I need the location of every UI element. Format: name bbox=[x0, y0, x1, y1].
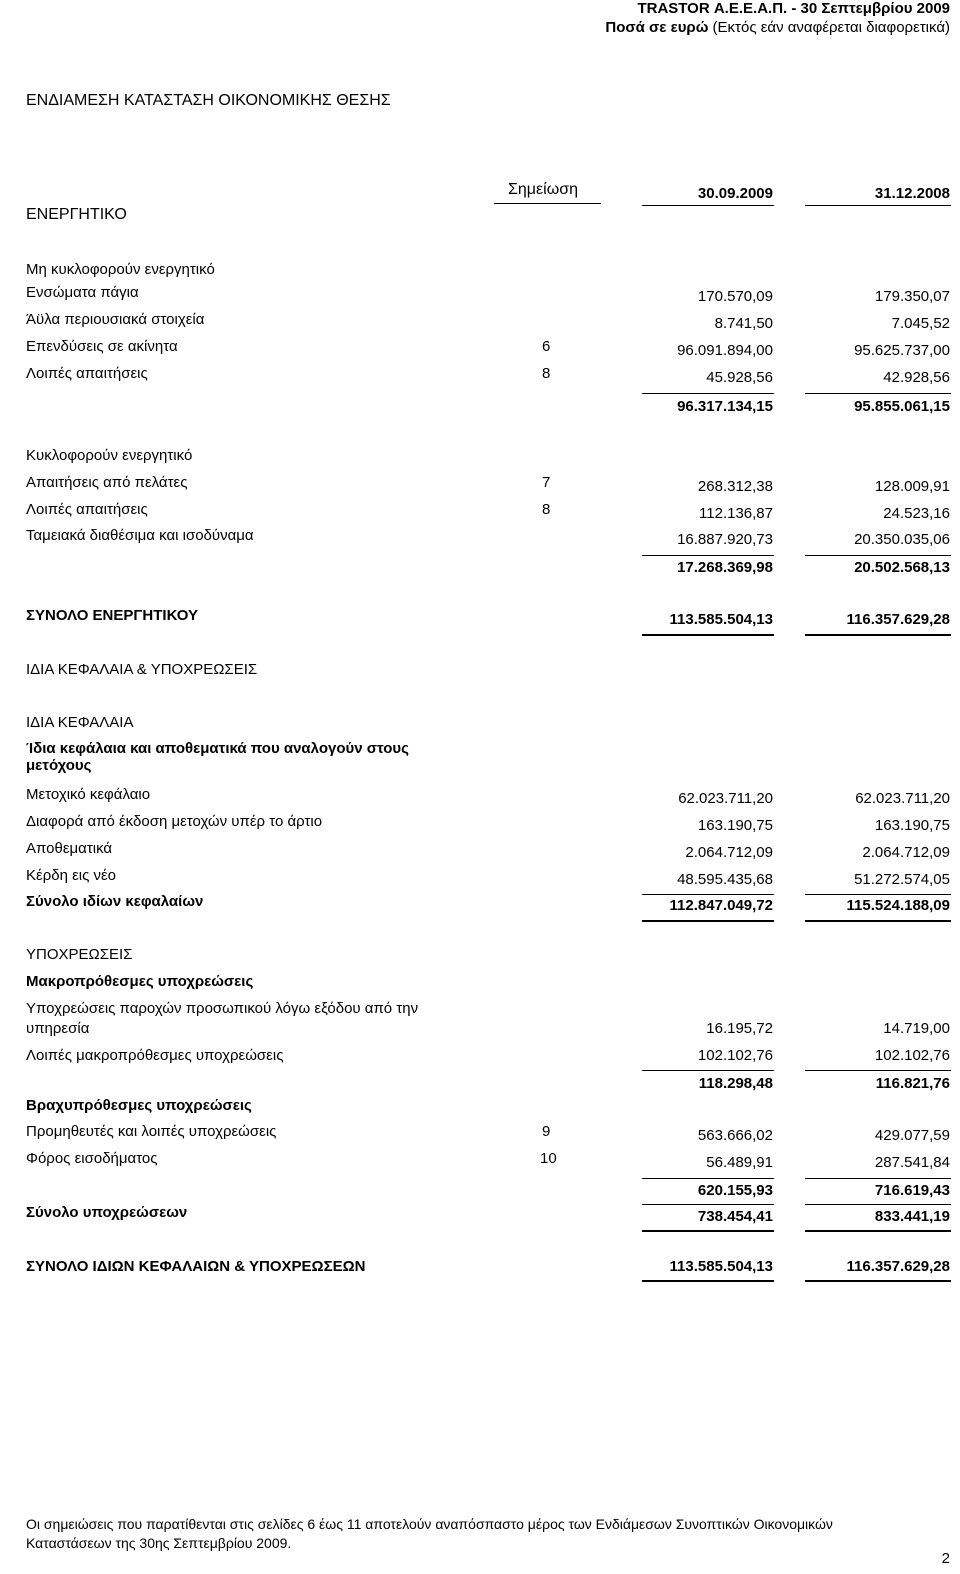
employee-benefits-line2: υπηρεσία bbox=[26, 1020, 90, 1037]
row-label: Διαφορά από έκδοση μετοχών υπέρ το άρτιο bbox=[26, 813, 323, 830]
row-note: 7 bbox=[542, 474, 551, 491]
value-period1: 2.064.712,09 bbox=[685, 844, 773, 861]
equity-total-period1: 112.847.049,72 bbox=[669, 897, 773, 914]
grand-total-period2: 116.357.629,28 bbox=[846, 1258, 950, 1275]
shortterm-heading: Βραχυπρόθεσμες υποχρεώσεις bbox=[26, 1097, 252, 1114]
row-note: 10 bbox=[540, 1150, 557, 1167]
value-period2: 24.523,16 bbox=[883, 505, 950, 522]
row-note: 9 bbox=[542, 1123, 551, 1140]
row-label: Λοιπές απαιτήσεις bbox=[26, 501, 148, 518]
value-period2: 14.719,00 bbox=[883, 1020, 950, 1037]
value-period2: 95.625.737,00 bbox=[854, 342, 950, 359]
table-row bbox=[0, 284, 960, 308]
value-period1: 16.195,72 bbox=[706, 1020, 773, 1037]
value-period1: 112.136,87 bbox=[699, 505, 773, 522]
total-assets-period2: 116.357.629,28 bbox=[846, 611, 950, 628]
equity-subheading-line1: Ίδια κεφάλαια και αποθεματικά που αναλογούν στους bbox=[26, 740, 409, 757]
table-row bbox=[0, 1123, 960, 1147]
subtotal-row bbox=[0, 394, 960, 418]
longterm-heading: Μακροπρόθεσμες υποχρεώσεις bbox=[26, 973, 254, 990]
value-period2: 20.350.035,06 bbox=[854, 531, 950, 548]
value-period1: 8.741,50 bbox=[714, 315, 773, 332]
table-row bbox=[0, 1047, 960, 1071]
total-rule bbox=[805, 1280, 951, 1282]
liabilities-total-period1: 738.454,41 bbox=[697, 1208, 773, 1225]
total-rule bbox=[642, 1280, 774, 1282]
total-rule bbox=[805, 1230, 951, 1232]
note-column-header: Σημείωση bbox=[508, 181, 578, 198]
table-row bbox=[0, 527, 960, 551]
grand-total-period1: 113.585.504,13 bbox=[669, 1258, 773, 1275]
total-assets-period1: 113.585.504,13 bbox=[669, 611, 773, 628]
value-period2: 179.350,07 bbox=[874, 288, 950, 305]
equity-subheading bbox=[26, 740, 409, 774]
equity-heading: ΙΔΙΑ ΚΕΦΑΛΑΙΑ bbox=[26, 714, 134, 731]
subtotal-row bbox=[0, 1071, 960, 1095]
row-note: 8 bbox=[542, 501, 551, 518]
value-period1: 56.489,91 bbox=[706, 1154, 773, 1171]
subtotal-period1: 17.268.369,98 bbox=[677, 559, 773, 576]
value-period2: 7.045,52 bbox=[891, 315, 950, 332]
footer-note bbox=[26, 1515, 946, 1553]
currency-prefix: Ποσά σε ευρώ bbox=[605, 19, 709, 36]
row-label: Προμηθευτές και λοιπές υποχρεώσεις bbox=[26, 1123, 277, 1140]
subtotal-period1: 620.155,93 bbox=[697, 1182, 773, 1199]
row-label: Λοιπές απαιτήσεις bbox=[26, 365, 148, 382]
note-header-rule bbox=[494, 203, 601, 204]
currency-note bbox=[605, 19, 950, 36]
total-rule bbox=[642, 920, 774, 922]
equity-liabilities-heading: ΙΔΙΑ ΚΕΦΑΛΑΙΑ & ΥΠΟΧΡΕΩΣΕΙΣ bbox=[26, 661, 258, 678]
equity-total-label: Σύνολο ιδίων κεφαλαίων bbox=[26, 893, 204, 910]
assets-heading: ΕΝΕΡΓΗΤΙΚΟ bbox=[26, 206, 127, 223]
subtotal-period2: 95.855.061,15 bbox=[854, 398, 950, 415]
value-period1: 62.023.711,20 bbox=[678, 790, 773, 807]
period1-header: 30.09.2009 bbox=[697, 185, 773, 202]
current-assets-heading: Κυκλοφορούν ενεργητικό bbox=[26, 447, 193, 464]
statement-title: ΕΝΔΙΑΜΕΣΗ ΚΑΤΑΣΤΑΣΗ ΟΙΚΟΝΟΜΙΚΗΣ ΘΕΣΗΣ bbox=[26, 92, 391, 109]
noncurrent-assets-heading: Μη κυκλοφορούν ενεργητικό bbox=[26, 261, 215, 278]
value-period2: 42.928,56 bbox=[883, 369, 950, 386]
total-rule bbox=[642, 634, 774, 636]
equity-total-period2: 115.524.188,09 bbox=[846, 897, 950, 914]
company-period-header: TRASTOR Α.Ε.Ε.Α.Π. - 30 Σεπτεμβρίου 2009 bbox=[637, 0, 950, 17]
row-label: Κέρδη εις νέο bbox=[26, 867, 117, 884]
subtotal-period1: 118.298,48 bbox=[698, 1075, 773, 1092]
table-row bbox=[0, 867, 960, 891]
value-period2: 62.023.711,20 bbox=[855, 790, 950, 807]
liabilities-total-row bbox=[0, 1204, 960, 1228]
row-label: Λοιπές μακροπρόθεσμες υποχρεώσεις bbox=[26, 1047, 284, 1064]
liabilities-heading: ΥΠΟΧΡΕΩΣΕΙΣ bbox=[26, 946, 133, 963]
table-row bbox=[0, 474, 960, 498]
liabilities-total-period2: 833.441,19 bbox=[874, 1208, 950, 1225]
grand-total-row bbox=[0, 1258, 960, 1282]
equity-subheading-line2: μετόχους bbox=[26, 757, 92, 774]
table-row bbox=[0, 786, 960, 810]
value-period1: 16.887.920,73 bbox=[677, 531, 773, 548]
value-period2: 102.102,76 bbox=[874, 1047, 950, 1064]
employee-benefits-line1: Υποχρεώσεις παροχών προσωπικού λόγω εξόδου από την bbox=[26, 1000, 419, 1017]
row-label: Επενδύσεις σε ακίνητα bbox=[26, 338, 178, 355]
subtotal-row bbox=[0, 555, 960, 579]
value-period2: 128.009,91 bbox=[874, 478, 950, 495]
value-period1: 45.928,56 bbox=[706, 369, 773, 386]
row-label: Απαιτήσεις από πελάτες bbox=[26, 474, 188, 491]
subtotal-period1: 96.317.134,15 bbox=[677, 398, 773, 415]
row-label: Άϋλα περιουσιακά στοιχεία bbox=[26, 311, 205, 328]
footer-line1: Οι σημειώσεις που παρατίθενται στις σελίδες 6 έως 11 αποτελούν αναπόσπαστο μέρος των Ενδιάμεσων Συνοπτικών Οικονομικών bbox=[26, 1516, 833, 1532]
value-period1: 96.091.894,00 bbox=[677, 342, 773, 359]
value-period2: 2.064.712,09 bbox=[862, 844, 950, 861]
subtotal-row bbox=[0, 1178, 960, 1202]
period1-header-rule bbox=[642, 205, 774, 206]
row-label: Φόρος εισοδήματος bbox=[26, 1150, 158, 1167]
value-period2: 163.190,75 bbox=[874, 817, 950, 834]
table-row bbox=[0, 1150, 960, 1174]
table-row bbox=[0, 311, 960, 335]
row-label: Ταμειακά διαθέσιμα και ισοδύναμα bbox=[26, 527, 254, 544]
row-label: Μετοχικό κεφάλαιο bbox=[26, 786, 151, 803]
value-period1: 48.595.435,68 bbox=[677, 871, 773, 888]
value-period1: 163.190,75 bbox=[697, 817, 773, 834]
table-row bbox=[0, 501, 960, 525]
equity-total-row bbox=[0, 893, 960, 917]
row-note: 6 bbox=[542, 338, 551, 355]
value-period2: 287.541,84 bbox=[874, 1154, 950, 1171]
currency-note-suffix: (Εκτός εάν αναφέρεται διαφορετικά) bbox=[708, 19, 950, 36]
table-row bbox=[0, 365, 960, 389]
value-period1: 102.102,76 bbox=[697, 1047, 773, 1064]
value-period1: 170.570,09 bbox=[697, 288, 773, 305]
liabilities-total-label: Σύνολο υποχρεώσεων bbox=[26, 1204, 188, 1221]
row-label: Αποθεματικά bbox=[26, 840, 113, 857]
row-note: 8 bbox=[542, 365, 551, 382]
subtotal-period2: 116.821,76 bbox=[875, 1075, 950, 1092]
row-label: Ενσώματα πάγια bbox=[26, 284, 139, 301]
subtotal-period2: 716.619,43 bbox=[874, 1182, 950, 1199]
subtotal-period2: 20.502.568,13 bbox=[854, 559, 950, 576]
table-row bbox=[0, 1016, 960, 1040]
table-row bbox=[0, 813, 960, 837]
page-number: 2 bbox=[941, 1550, 950, 1567]
value-period1: 268.312,38 bbox=[697, 478, 773, 495]
footer-line2: Καταστάσεων της 30ης Σεπτεμβρίου 2009. bbox=[26, 1535, 292, 1551]
total-rule bbox=[805, 920, 951, 922]
total-assets-row bbox=[0, 607, 960, 631]
table-row bbox=[0, 840, 960, 864]
value-period2: 51.272.574,05 bbox=[854, 871, 950, 888]
value-period1: 563.666,02 bbox=[697, 1127, 773, 1144]
period2-header: 31.12.2008 bbox=[874, 185, 950, 202]
total-rule bbox=[642, 1230, 774, 1232]
value-period2: 429.077,59 bbox=[874, 1127, 950, 1144]
total-rule bbox=[805, 634, 951, 636]
table-row bbox=[0, 338, 960, 362]
period2-header-rule bbox=[805, 205, 951, 206]
total-assets-label: ΣΥΝΟΛΟ ΕΝΕΡΓΗΤΙΚΟΥ bbox=[26, 607, 198, 624]
grand-total-label: ΣΥΝΟΛΟ ΙΔΙΩΝ ΚΕΦΑΛΑΙΩΝ & ΥΠΟΧΡΕΩΣΕΩΝ bbox=[26, 1258, 366, 1275]
